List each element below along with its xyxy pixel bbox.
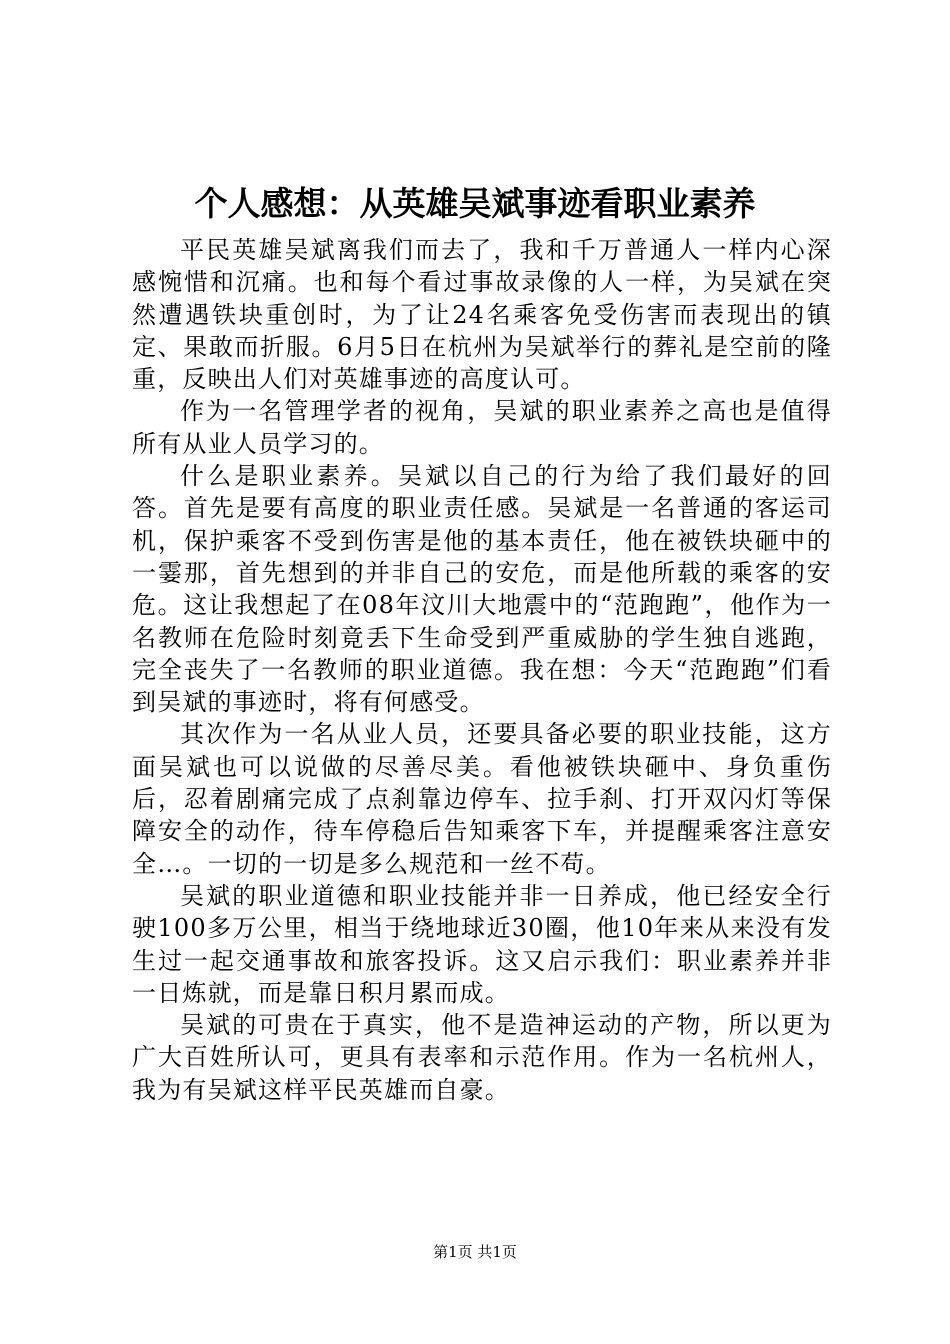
paragraph-3: 什么是职业素养。吴斌以自己的行为给了我们最好的回答。首先是要有高度的职业责任感。吴斌是一名普通的客运司机，保护乘客不受到伤害是他的基本责任，他在被铁块砸中的一霎那，首先想到的并非自己的安危，而是他所载的乘客的安危。这让我想起了在08年汶川大地震中的“范跑跑”，他作为一名教师在危险时刻竟丢下生命受到严重威胁的学生独自逃跑，完全丧失了一名教师的职业道德。我在想：今天“范跑跑”们看到吴斌的事迹时，将有何感受。	[132, 462, 832, 717]
paragraph-2: 作为一名管理学者的视角，吴斌的职业素养之高也是值得所有从业人员学习的。	[132, 397, 832, 458]
page-number-label: 第1页 共1页	[433, 1243, 517, 1261]
paragraph-1: 平民英雄吴斌离我们而去了，我和千万普通人一样内心深感惋惜和沉痛。也和每个看过事故录像的人一样，为吴斌在突然遭遇铁块重创时，为了让24名乘客免受伤害而表现出的镇定、果敢而折服。6月5日在杭州为吴斌举行的葬礼是空前的隆重，反映出人们对英雄事迹的高度认可。	[132, 236, 832, 394]
page-footer	[0, 1242, 950, 1262]
paragraph-5: 吴斌的职业道德和职业技能并非一日养成，他已经安全行驶100多万公里，相当于绕地球近30圈，他10年来从来没有发生过一起交通事故和旅客投诉。这又启示我们：职业素养并非一日炼就，而是靠日积月累而成。	[132, 881, 832, 1007]
paragraph-4: 其次作为一名从业人员，还要具备必要的职业技能，这方面吴斌也可以说做的尽善尽美。看他被铁块砸中、身负重伤后，忍着剧痛完成了点刹靠边停车、拉手刹、打开双闪灯等保障安全的动作，待车停稳后告知乘客下车，并提醒乘客注意安全…。一切的一切是多么规范和一丝不苟。	[132, 720, 832, 878]
document-title: 个人感想：从英雄吴斌事迹看职业素养	[194, 184, 756, 223]
document-body	[132, 234, 832, 1106]
paragraph-6: 吴斌的可贵在于真实，他不是造神运动的产物，所以更为广大百姓所认可，更具有表率和示范作用。作为一名杭州人，我为有吴斌这样平民英雄而自豪。	[132, 1011, 832, 1104]
